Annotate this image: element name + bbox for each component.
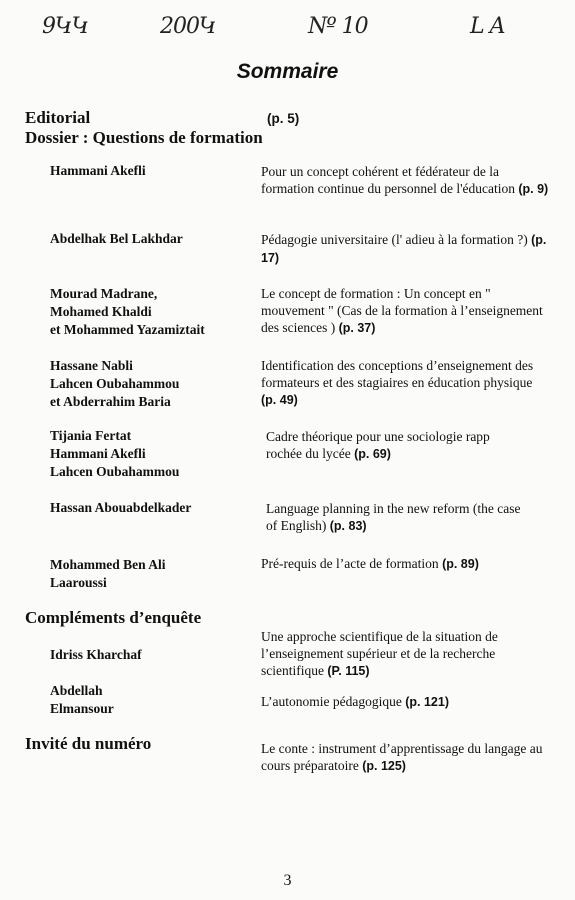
author: Hassan Abouabdelkader (50, 500, 192, 515)
article-title: Pédagogie universitaire (l' adieu à la formation ?) (261, 232, 528, 247)
article-title: Le conte : instrument d’apprentissage du langage au cours préparatoire (261, 741, 543, 773)
article-title: L’autonomie pédagogique (261, 694, 402, 709)
entry-article (261, 357, 551, 409)
entry-article (261, 285, 551, 337)
author: Mourad Madrane, (50, 286, 158, 301)
article-page: (p. 49) (261, 393, 298, 407)
author: Mohamed Khaldi (50, 304, 152, 319)
article-page: (p. 69) (354, 447, 391, 461)
author: Mohammed Ben Ali (50, 557, 166, 572)
entry-authors (50, 162, 250, 180)
entry-authors (50, 499, 250, 517)
author: Hassane Nabli (50, 358, 133, 373)
author: Idriss Kharchaf (50, 647, 142, 662)
author: et Abderrahim Baria (50, 394, 171, 409)
entry-authors (50, 556, 250, 592)
article-title: Une approche scientifique de la situation de l’enseignement supérieur et de la recherche scientifique (261, 629, 498, 678)
handwritten-note: 9ԿԿ (42, 14, 89, 39)
article-page: (p. 125) (362, 759, 406, 773)
section-dossier: Dossier : Questions de formation (25, 128, 263, 147)
author: Abdelhak Bel Lakhdar (50, 231, 183, 246)
article-title: Cadre théorique pour une sociologie rapp rochée du lycée (266, 429, 490, 461)
author: Laaroussi (50, 575, 107, 590)
entry-article (261, 740, 551, 775)
article-page: (p. 17) (261, 233, 547, 265)
entry-article (261, 693, 551, 711)
entry-article (261, 555, 551, 573)
entry-article (261, 231, 551, 267)
article-title: Pour un concept cohérent et fédérateur de la formation continue du personnel de l'éducation (261, 164, 515, 196)
article-title: Pré-requis de l’acte de formation (261, 556, 439, 571)
handwritten-note: Nº 10 (308, 14, 368, 39)
handwritten-note: L A (470, 14, 505, 39)
editorial-page: (p. 5) (267, 111, 300, 126)
article-page: (p. 121) (405, 695, 449, 709)
article-page: (p. 9) (518, 182, 549, 196)
article-title: Identification des conceptions d’enseignement des formateurs et des stagiaires en éducation physique (261, 358, 534, 390)
entry-article (266, 500, 526, 535)
article-page: (p. 89) (442, 557, 479, 571)
entry-authors (50, 427, 250, 481)
page-number: 3 (283, 872, 292, 889)
entry-authors (50, 682, 250, 718)
article-title: Language planning in the new reform (the case of English) (266, 501, 521, 533)
author: et Mohammed Yazamiztait (50, 322, 205, 337)
author: Hammani Akefli (50, 163, 146, 178)
page-title: Sommaire (236, 60, 339, 83)
author: Abdellah (50, 683, 103, 698)
section-editorial: Editorial (25, 108, 91, 127)
author: Hammani Akefli (50, 446, 146, 461)
article-page: (p. 37) (338, 321, 376, 335)
author: Lahcen Oubahammou (50, 376, 180, 391)
article-page: (P. 115) (327, 664, 370, 678)
entry-article (261, 163, 551, 198)
entry-authors (50, 357, 250, 411)
entry-article (261, 628, 551, 680)
section-invite: Invité du numéro (25, 734, 152, 753)
entry-authors (50, 285, 250, 339)
article-page: (p. 83) (329, 519, 367, 533)
handwritten-note: 200Կ (160, 14, 216, 39)
entry-authors (50, 646, 250, 664)
author: Lahcen Oubahammou (50, 464, 180, 479)
entry-article (266, 428, 526, 463)
article-title: Le concept de formation : Un concept en " mouvement " (Cas de la formation à l’enseignement des sciences ) (261, 286, 543, 335)
section-complements: Compléments d’enquête (25, 608, 202, 627)
entry-authors (50, 230, 250, 248)
author: Tijania Fertat (50, 428, 132, 443)
author: Elmansour (50, 701, 114, 716)
